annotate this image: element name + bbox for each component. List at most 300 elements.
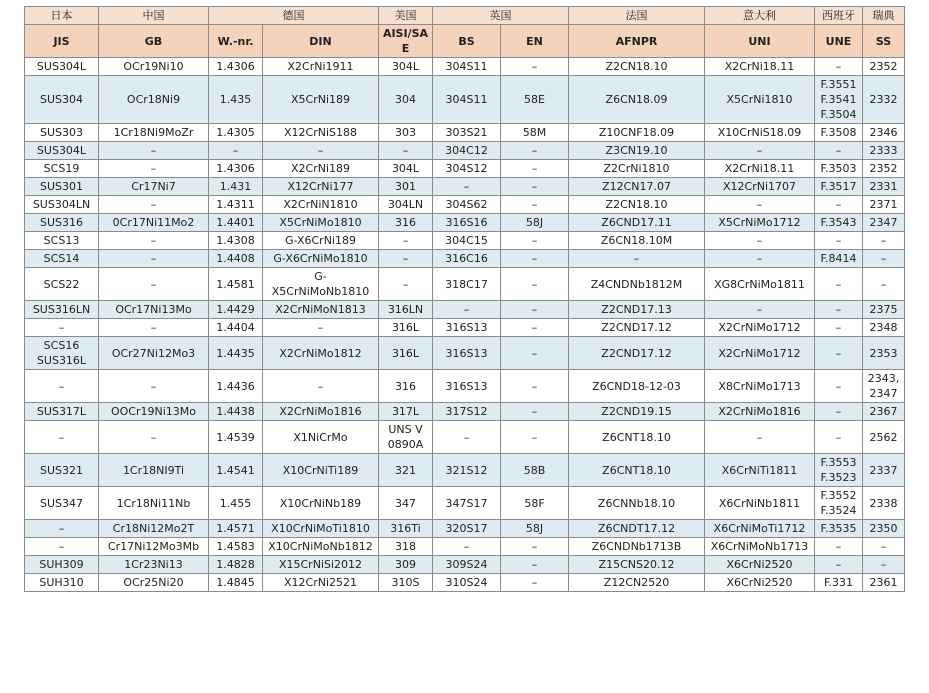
table-cell: 58F [501, 487, 569, 520]
table-cell: – [379, 250, 433, 268]
table-cell: 58M [501, 124, 569, 142]
table-cell: – [99, 250, 209, 268]
table-cell: 2343, 2347 [863, 370, 905, 403]
table-cell: 2562 [863, 421, 905, 454]
table-cell: Z6CND18-12-03 [569, 370, 705, 403]
table-cell: X10CrNiNb189 [263, 487, 379, 520]
table-cell: 316L [379, 337, 433, 370]
table-cell: SUS303 [25, 124, 99, 142]
steel-grade-table-wrapper [24, 6, 905, 592]
table-cell: – [25, 538, 99, 556]
table-cell: – [863, 250, 905, 268]
table-cell: SUS301 [25, 178, 99, 196]
country-header: 德国 [209, 7, 379, 25]
table-cell: Z4CNDNb1812M [569, 268, 705, 301]
table-cell: – [501, 58, 569, 76]
table-cell: 1.4408 [209, 250, 263, 268]
table-cell: 304S62 [433, 196, 501, 214]
table-cell: SCS22 [25, 268, 99, 301]
table-cell: 1.431 [209, 178, 263, 196]
table-cell: Z2CN18.10 [569, 58, 705, 76]
table-cell: 309S24 [433, 556, 501, 574]
table-cell: 58J [501, 214, 569, 232]
table-cell: – [815, 337, 863, 370]
table-cell: X10CrNiMoTi1810 [263, 520, 379, 538]
table-cell: – [569, 250, 705, 268]
table-row [25, 268, 905, 301]
table-cell: 316LN [379, 301, 433, 319]
table-cell: X6CrNiMoNb1713 [705, 538, 815, 556]
table-cell: 1.4581 [209, 268, 263, 301]
table-cell: – [99, 232, 209, 250]
standard-header: AISI/SAE [379, 25, 433, 58]
table-cell: X15CrNiSi2012 [263, 556, 379, 574]
table-row [25, 76, 905, 124]
table-cell: – [501, 319, 569, 337]
table-row [25, 301, 905, 319]
table-row [25, 142, 905, 160]
table-cell: 316 [379, 370, 433, 403]
table-cell: X10CrNiS18.09 [705, 124, 815, 142]
table-cell: 2347 [863, 214, 905, 232]
table-cell: 310S24 [433, 574, 501, 592]
table-cell: X2CrNi18.11 [705, 160, 815, 178]
table-cell: – [379, 142, 433, 160]
country-header: 瑞典 [863, 7, 905, 25]
table-cell: Z2CND17.12 [569, 337, 705, 370]
table-cell: XG8CrNiMo1811 [705, 268, 815, 301]
table-cell: – [501, 370, 569, 403]
table-cell: X2CrNiMo1816 [263, 403, 379, 421]
table-cell: 1.4438 [209, 403, 263, 421]
country-header: 英国 [433, 7, 569, 25]
table-cell: – [863, 232, 905, 250]
table-cell: – [815, 421, 863, 454]
table-cell: – [379, 232, 433, 250]
table-cell: 303 [379, 124, 433, 142]
table-cell: – [263, 142, 379, 160]
table-cell: 316S13 [433, 370, 501, 403]
table-cell: X2CrNi18.11 [705, 58, 815, 76]
table-cell: 1.4308 [209, 232, 263, 250]
table-cell: 2353 [863, 337, 905, 370]
table-header [25, 7, 905, 58]
table-cell: F.3517 [815, 178, 863, 196]
table-cell: X12CrNiS188 [263, 124, 379, 142]
table-cell: G-X6CrNiMo1810 [263, 250, 379, 268]
table-row [25, 403, 905, 421]
table-cell: – [99, 370, 209, 403]
table-cell: 1Cr18Ni11Nb [99, 487, 209, 520]
table-cell: X2CrNiN1810 [263, 196, 379, 214]
table-cell: F.3551 F.3541 F.3504 [815, 76, 863, 124]
table-cell: 1Cr23Ni13 [99, 556, 209, 574]
table-cell: Cr17Ni7 [99, 178, 209, 196]
table-cell: 2331 [863, 178, 905, 196]
table-cell: SUS304L [25, 58, 99, 76]
table-cell: – [501, 403, 569, 421]
table-cell: – [25, 319, 99, 337]
table-cell: – [705, 142, 815, 160]
table-cell: – [501, 160, 569, 178]
table-cell: X2CrNiMo1712 [705, 319, 815, 337]
table-cell: – [815, 556, 863, 574]
table-cell: – [501, 574, 569, 592]
table-row [25, 160, 905, 178]
table-cell: SUS304LN [25, 196, 99, 214]
table-cell: 1.4404 [209, 319, 263, 337]
table-row [25, 178, 905, 196]
table-cell: F.3552 F.3524 [815, 487, 863, 520]
table-cell: 1.4306 [209, 58, 263, 76]
table-cell: 2348 [863, 319, 905, 337]
table-cell: – [815, 232, 863, 250]
table-cell: SUS316LN [25, 301, 99, 319]
table-cell: – [815, 268, 863, 301]
table-cell: 2350 [863, 520, 905, 538]
table-cell: 2367 [863, 403, 905, 421]
table-cell: SUS316 [25, 214, 99, 232]
table-row [25, 337, 905, 370]
country-header: 中国 [99, 7, 209, 25]
table-cell: 316L [379, 319, 433, 337]
table-cell: 2352 [863, 160, 905, 178]
table-cell: SUS321 [25, 454, 99, 487]
table-cell: 1.4305 [209, 124, 263, 142]
table-cell: 304LN [379, 196, 433, 214]
table-cell: SCS19 [25, 160, 99, 178]
table-cell: 1.4435 [209, 337, 263, 370]
table-cell: OCr18Ni9 [99, 76, 209, 124]
table-row [25, 370, 905, 403]
table-cell: OCr25Ni20 [99, 574, 209, 592]
table-cell: X5CrNi189 [263, 76, 379, 124]
table-cell: Z2CN18.10 [569, 196, 705, 214]
table-cell: SCS16 SUS316L [25, 337, 99, 370]
table-cell: 2338 [863, 487, 905, 520]
table-cell: OCr19Ni10 [99, 58, 209, 76]
table-cell: G-X6CrNi189 [263, 232, 379, 250]
table-cell: Z12CN2520 [569, 574, 705, 592]
table-cell: F.3553 F.3523 [815, 454, 863, 487]
table-cell: Cr17Ni12Mo3Mb [99, 538, 209, 556]
table-cell: Z2CrNi1810 [569, 160, 705, 178]
table-cell: X5CrNi1810 [705, 76, 815, 124]
table-cell: X8CrNiMo1713 [705, 370, 815, 403]
table-cell: – [263, 319, 379, 337]
table-cell: 304L [379, 160, 433, 178]
table-cell: Z6CNNb18.10 [569, 487, 705, 520]
table-cell: – [209, 142, 263, 160]
table-cell: X12CrNi1707 [705, 178, 815, 196]
table-cell: X6CrNiMoTi1712 [705, 520, 815, 538]
table-row [25, 124, 905, 142]
table-cell: F.3508 [815, 124, 863, 142]
table-cell: – [815, 301, 863, 319]
table-cell: X5CrNiMo1712 [705, 214, 815, 232]
table-cell: 303S21 [433, 124, 501, 142]
table-cell: 317S12 [433, 403, 501, 421]
table-cell: – [815, 142, 863, 160]
table-cell: F.3535 [815, 520, 863, 538]
table-cell: 316C16 [433, 250, 501, 268]
table-cell: X6CrNi2520 [705, 574, 815, 592]
table-row [25, 487, 905, 520]
table-cell: Z6CN18.09 [569, 76, 705, 124]
country-header: 美国 [379, 7, 433, 25]
table-cell: – [99, 196, 209, 214]
table-cell: X2CrNi1911 [263, 58, 379, 76]
table-cell: Z6CNDT17.12 [569, 520, 705, 538]
country-header: 意大利 [705, 7, 815, 25]
table-cell: F.8414 [815, 250, 863, 268]
table-cell: X10CrNiTi189 [263, 454, 379, 487]
table-cell: 2375 [863, 301, 905, 319]
standard-header: JIS [25, 25, 99, 58]
table-cell: – [433, 538, 501, 556]
table-row [25, 232, 905, 250]
table-cell: 316 [379, 214, 433, 232]
table-cell: – [501, 196, 569, 214]
table-cell: – [705, 301, 815, 319]
table-cell: 309 [379, 556, 433, 574]
table-cell: 347S17 [433, 487, 501, 520]
table-cell: Z12CN17.07 [569, 178, 705, 196]
table-cell: Z6CN18.10M [569, 232, 705, 250]
table-cell: – [433, 421, 501, 454]
table-cell: – [863, 538, 905, 556]
table-cell: 58E [501, 76, 569, 124]
table-cell: 2333 [863, 142, 905, 160]
table-cell: – [501, 142, 569, 160]
table-cell: OOCr19Ni13Mo [99, 403, 209, 421]
table-cell: 1.435 [209, 76, 263, 124]
table-cell: 347 [379, 487, 433, 520]
country-header: 日本 [25, 7, 99, 25]
table-cell: X12CrNi177 [263, 178, 379, 196]
table-cell: SUH310 [25, 574, 99, 592]
table-cell: – [501, 556, 569, 574]
table-cell: – [815, 538, 863, 556]
steel-grade-comparison-table [24, 6, 905, 592]
table-cell: 58J [501, 520, 569, 538]
table-cell: 2371 [863, 196, 905, 214]
table-cell: Z3CN19.10 [569, 142, 705, 160]
table-cell: 1.4583 [209, 538, 263, 556]
table-cell: X6CrNiTi1811 [705, 454, 815, 487]
table-cell: 2361 [863, 574, 905, 592]
table-cell: 2332 [863, 76, 905, 124]
table-cell: X12CrNi2521 [263, 574, 379, 592]
table-row [25, 319, 905, 337]
table-cell: 1.4828 [209, 556, 263, 574]
table-cell: – [705, 421, 815, 454]
table-cell: Z2CND19.15 [569, 403, 705, 421]
table-cell: – [379, 268, 433, 301]
country-header-row [25, 7, 905, 25]
standard-header: DIN [263, 25, 379, 58]
table-cell: – [99, 319, 209, 337]
table-cell: – [501, 268, 569, 301]
table-cell: X2CrNiMo1816 [705, 403, 815, 421]
table-cell: – [863, 556, 905, 574]
table-cell: 321 [379, 454, 433, 487]
table-cell: X2CrNiMo1712 [705, 337, 815, 370]
table-cell: 1.4311 [209, 196, 263, 214]
table-cell: 317L [379, 403, 433, 421]
table-row [25, 454, 905, 487]
table-cell: 316Ti [379, 520, 433, 538]
table-cell: 316S16 [433, 214, 501, 232]
table-cell: – [501, 337, 569, 370]
table-cell: 316S13 [433, 319, 501, 337]
table-cell: Z10CNF18.09 [569, 124, 705, 142]
table-row [25, 574, 905, 592]
table-cell: – [25, 421, 99, 454]
table-cell: 1.4429 [209, 301, 263, 319]
table-cell: – [501, 232, 569, 250]
standard-header: SS [863, 25, 905, 58]
table-cell: F.331 [815, 574, 863, 592]
table-cell: Cr18Ni12Mo2T [99, 520, 209, 538]
table-cell: 2352 [863, 58, 905, 76]
country-header: 西班牙 [815, 7, 863, 25]
table-cell: – [501, 301, 569, 319]
standard-header: EN [501, 25, 569, 58]
table-row [25, 520, 905, 538]
standard-header-row [25, 25, 905, 58]
table-cell: F.3503 [815, 160, 863, 178]
table-cell: X10CrNiMoNb1812 [263, 538, 379, 556]
table-cell: SCS13 [25, 232, 99, 250]
table-cell: – [815, 403, 863, 421]
table-cell: – [99, 142, 209, 160]
table-cell: – [99, 160, 209, 178]
table-cell: – [433, 301, 501, 319]
table-cell: 2337 [863, 454, 905, 487]
table-body [25, 58, 905, 592]
table-cell: Z6CNDNb1713B [569, 538, 705, 556]
table-cell: – [815, 319, 863, 337]
table-row [25, 196, 905, 214]
table-cell: – [501, 421, 569, 454]
table-cell: 316S13 [433, 337, 501, 370]
table-cell: 320S17 [433, 520, 501, 538]
table-cell: Z15CNS20.12 [569, 556, 705, 574]
table-cell: 304C12 [433, 142, 501, 160]
table-cell: G- X5CrNiMoNb1810 [263, 268, 379, 301]
standard-header: W.-nr. [209, 25, 263, 58]
table-cell: SUH309 [25, 556, 99, 574]
table-cell: X6CrNi2520 [705, 556, 815, 574]
table-cell: Z6CND17.11 [569, 214, 705, 232]
table-cell: – [815, 370, 863, 403]
table-cell: X2CrNiMo1812 [263, 337, 379, 370]
table-cell: SUS347 [25, 487, 99, 520]
table-cell: 318 [379, 538, 433, 556]
table-cell: OCr17Ni13Mo [99, 301, 209, 319]
table-cell: 1Cr18NI9Ti [99, 454, 209, 487]
table-cell: – [501, 178, 569, 196]
table-row [25, 556, 905, 574]
table-cell: 58B [501, 454, 569, 487]
table-cell: – [25, 370, 99, 403]
table-cell: 1Cr18Ni9MoZr [99, 124, 209, 142]
table-cell: – [99, 421, 209, 454]
table-cell: 1.4539 [209, 421, 263, 454]
table-cell: – [501, 250, 569, 268]
table-cell: – [263, 370, 379, 403]
table-cell: 1.4306 [209, 160, 263, 178]
table-cell: Z6CNT18.10 [569, 454, 705, 487]
table-cell: X5CrNiMo1810 [263, 214, 379, 232]
table-cell: – [705, 250, 815, 268]
table-cell: 304C15 [433, 232, 501, 250]
table-row [25, 214, 905, 232]
table-cell: 301 [379, 178, 433, 196]
table-cell: 1.4401 [209, 214, 263, 232]
standard-header: UNI [705, 25, 815, 58]
table-cell: SUS304L [25, 142, 99, 160]
table-cell: – [815, 196, 863, 214]
table-cell: OCr27Ni12Mo3 [99, 337, 209, 370]
table-cell: 1.4541 [209, 454, 263, 487]
country-header: 法国 [569, 7, 705, 25]
table-cell: – [705, 196, 815, 214]
table-cell: X2CrNi189 [263, 160, 379, 178]
table-cell: Z2CND17.12 [569, 319, 705, 337]
table-cell: SCS14 [25, 250, 99, 268]
standard-header: AFNPR [569, 25, 705, 58]
table-cell: – [433, 178, 501, 196]
table-cell: 310S [379, 574, 433, 592]
table-cell: – [501, 538, 569, 556]
table-cell: SUS317L [25, 403, 99, 421]
table-row [25, 421, 905, 454]
table-cell: 304S11 [433, 58, 501, 76]
table-cell: Z2CND17.13 [569, 301, 705, 319]
table-cell: Z6CNT18.10 [569, 421, 705, 454]
standard-header: UNE [815, 25, 863, 58]
table-cell: 318C17 [433, 268, 501, 301]
table-cell: 2346 [863, 124, 905, 142]
table-cell: – [863, 268, 905, 301]
table-cell: F.3543 [815, 214, 863, 232]
table-cell: X2CrNiMoN1813 [263, 301, 379, 319]
table-cell: – [99, 268, 209, 301]
table-cell: 304S12 [433, 160, 501, 178]
standard-header: BS [433, 25, 501, 58]
table-cell: 304 [379, 76, 433, 124]
table-row [25, 58, 905, 76]
table-cell: X1NiCrMo [263, 421, 379, 454]
table-row [25, 538, 905, 556]
table-cell: 1.455 [209, 487, 263, 520]
table-cell: X6CrNiNb1811 [705, 487, 815, 520]
table-cell: – [815, 58, 863, 76]
table-row [25, 250, 905, 268]
table-cell: 1.4436 [209, 370, 263, 403]
table-cell: – [25, 520, 99, 538]
table-cell: 304S11 [433, 76, 501, 124]
table-cell: 1.4571 [209, 520, 263, 538]
table-cell: 304L [379, 58, 433, 76]
table-cell: – [705, 232, 815, 250]
table-cell: 0Cr17Ni11Mo2 [99, 214, 209, 232]
table-cell: 321S12 [433, 454, 501, 487]
table-cell: UNS V 0890A [379, 421, 433, 454]
standard-header: GB [99, 25, 209, 58]
